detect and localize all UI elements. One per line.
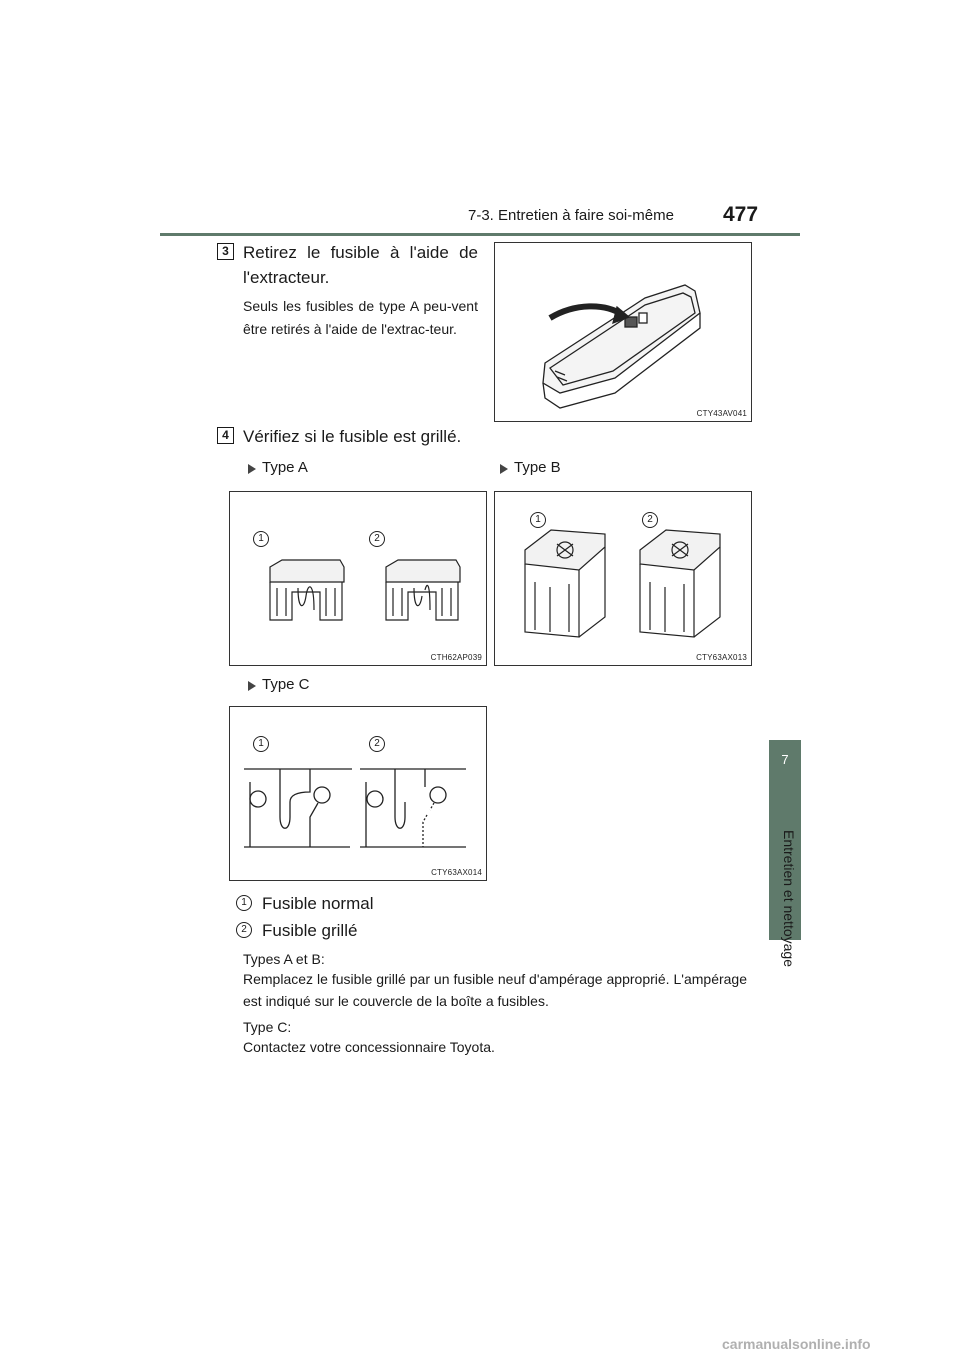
type-a-figure-code: CTH62AP039 xyxy=(430,653,482,662)
note-c-body: Contactez votre concessionnaire Toyota. xyxy=(243,1039,495,1055)
type-c-bullet-icon xyxy=(248,681,256,691)
type-a-bullet-icon xyxy=(248,464,256,474)
type-b-figure xyxy=(494,491,752,666)
fuse-extractor-illustration xyxy=(495,243,751,421)
step-badge-3: 3 xyxy=(217,243,234,260)
callout-2: 2 xyxy=(369,736,385,752)
extractor-figure-code: CTY43AV041 xyxy=(696,409,747,418)
legend-callout-1: 1 xyxy=(236,895,252,911)
callout-2: 2 xyxy=(369,531,385,547)
header-section-title: 7-3. Entretien à faire soi-même xyxy=(468,207,674,224)
type-a-figure xyxy=(229,491,487,666)
callout-1: 1 xyxy=(253,736,269,752)
note-ab-body: Remplacez le fusible grillé par un fusible neuf d'ampérage approprié. L'ampérage est indiqué sur le couvercle de la boîte a fusibles. xyxy=(243,971,747,1009)
type-c-figure-code: CTY63AX014 xyxy=(431,868,482,877)
type-b-figure-code: CTY63AX013 xyxy=(696,653,747,662)
extractor-figure xyxy=(494,242,752,422)
chapter-number: 7 xyxy=(781,752,789,767)
note-ab-title: Types A et B: xyxy=(243,951,325,967)
note-c-title: Type C: xyxy=(243,1019,292,1035)
type-b-label: Type B xyxy=(514,459,561,476)
step-3-note: Seuls les fusibles de type A peu-vent être retirés à l'aide de l'extrac-teur. xyxy=(243,298,478,337)
type-c-figure xyxy=(229,706,487,881)
callout-1: 1 xyxy=(530,512,546,528)
header-rule xyxy=(160,233,800,236)
callout-1: 1 xyxy=(253,531,269,547)
chapter-title: Entretien et nettoyage xyxy=(781,830,797,967)
type-b-fuses-illustration xyxy=(495,492,751,665)
step-badge-4: 4 xyxy=(217,427,234,444)
legend-callout-2: 2 xyxy=(236,922,252,938)
type-c-fuses-illustration xyxy=(230,707,486,880)
footer-watermark[interactable]: carmanualsonline.info xyxy=(722,1336,871,1352)
type-a-label: Type A xyxy=(262,459,308,476)
callout-2: 2 xyxy=(642,512,658,528)
page-number: 477 xyxy=(723,203,759,226)
type-c-label: Type C xyxy=(262,676,310,693)
legend-text-2: Fusible grillé xyxy=(262,921,358,940)
type-a-fuses-illustration xyxy=(230,492,486,665)
type-b-bullet-icon xyxy=(500,464,508,474)
step-3-text: Retirez le fusible à l'aide de l'extracteur. xyxy=(243,243,478,287)
legend-text-1: Fusible normal xyxy=(262,894,374,913)
step-4-text: Vérifiez si le fusible est grillé. xyxy=(243,427,462,446)
